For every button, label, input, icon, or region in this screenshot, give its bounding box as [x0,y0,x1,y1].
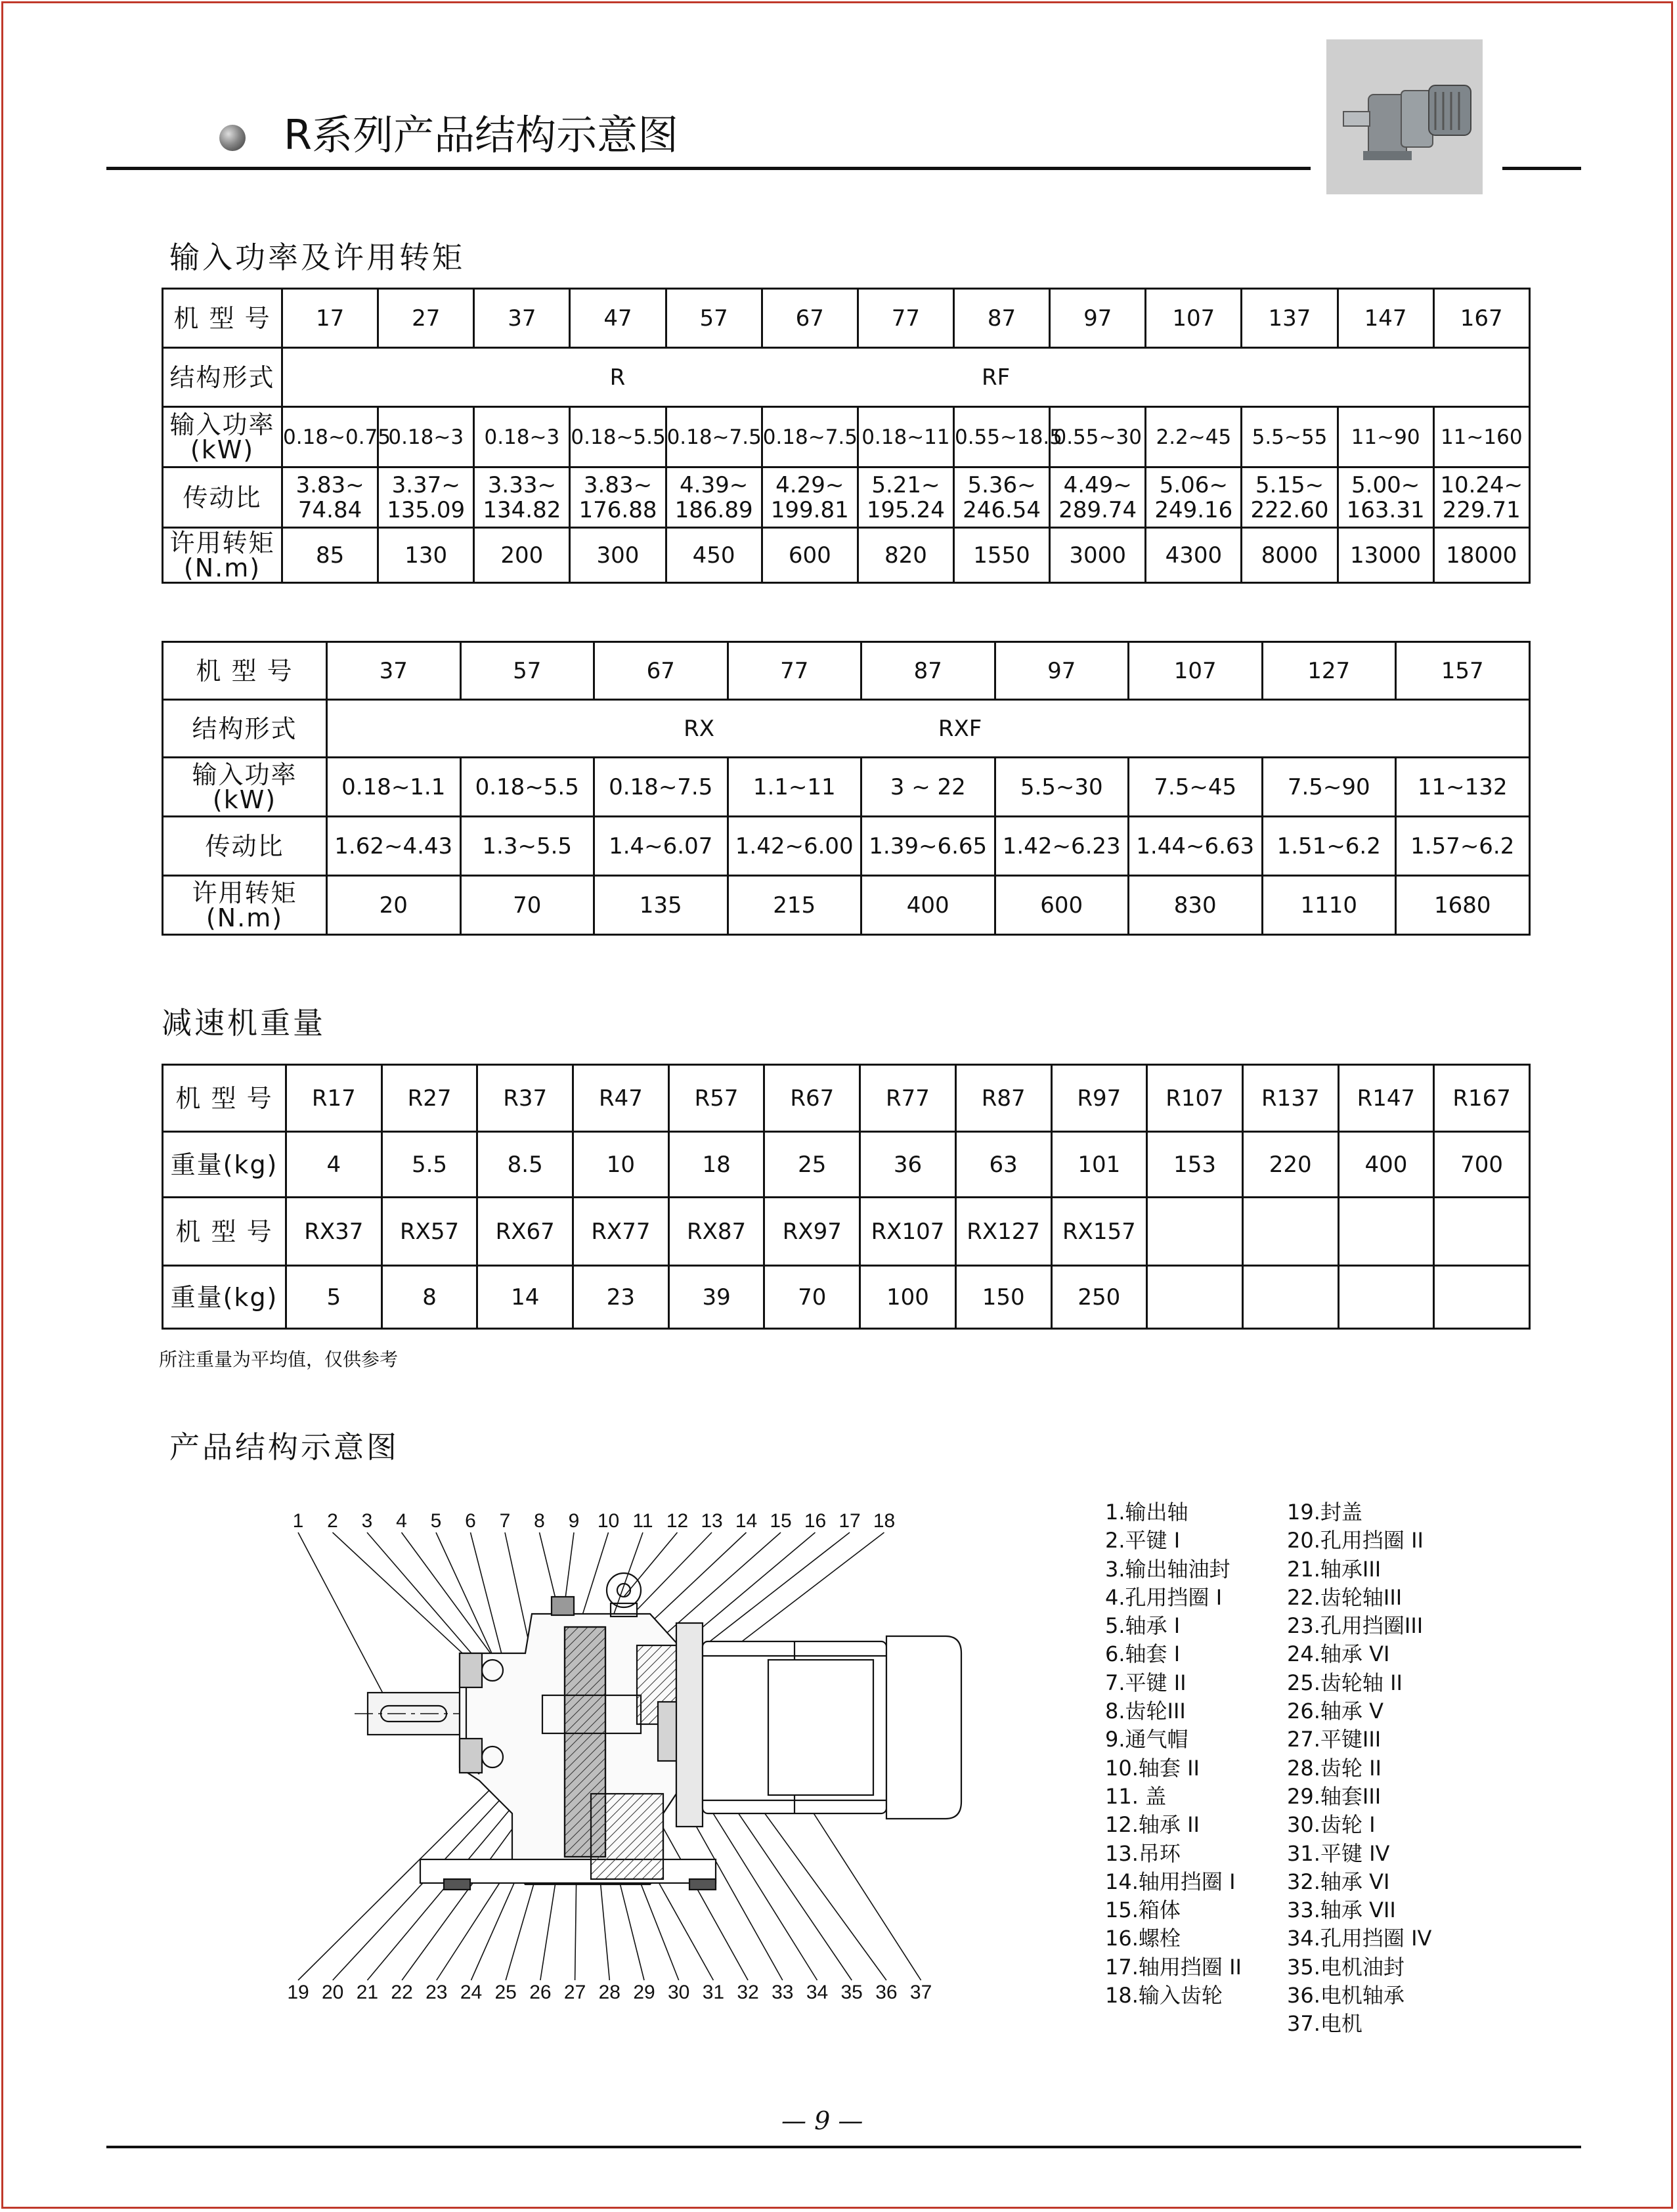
model-cell: R67 [764,1065,860,1132]
structure-diagram [282,1505,998,2010]
power-torque-table-r [162,288,1531,584]
weight-cell: 400 [1338,1132,1434,1198]
legend-item: 28.齿轮 II [1287,1755,1382,1781]
part-number-label: 21 [356,1982,379,2003]
part-number-label: 11 [632,1510,653,1532]
model-cell: RX37 [286,1198,382,1266]
leader-line [565,1532,574,1603]
model-cell: R87 [955,1065,1051,1132]
legend-item: 23.孔用挡圈III [1287,1613,1424,1639]
ratio-cell [378,467,474,528]
row-label-torque [163,876,327,935]
ratio-cell: 1.4~6.07 [594,817,728,876]
table-row [163,289,1530,348]
ratio-cell: 1.3~5.5 [460,817,594,876]
model-cell: 87 [861,642,995,700]
weight-cell: 63 [955,1132,1051,1198]
gearbox-drawing [355,1573,961,1890]
legend-item: 21.轴承III [1287,1556,1382,1582]
table-row [163,1266,1530,1329]
table-row [163,1132,1530,1198]
weight-cell [1434,1266,1530,1329]
model-cell [1242,1198,1338,1266]
torque-cell: 1680 [1396,876,1530,935]
weight-cell: 25 [764,1132,860,1198]
part-number-label: 34 [806,1982,829,2003]
torque-cell: 85 [282,528,378,583]
power-cell: 11~132 [1396,758,1530,817]
power-cell: 3 ~ 22 [861,758,995,817]
power-cell: 2.2~45 [1146,407,1242,467]
model-cell: R27 [381,1065,477,1132]
torque-cell: 600 [995,876,1129,935]
power-cell: 0.18~5.5 [570,407,666,467]
power-cell: 0.55~30 [1050,407,1146,467]
legend-item: 29.轴套III [1287,1783,1382,1809]
part-number-label: 12 [666,1510,689,1532]
model-cell: 97 [995,642,1129,700]
legend-item: 7.平键 II [1105,1670,1187,1695]
part-number-label: 30 [668,1982,690,2003]
ratio-cell [474,467,570,528]
model-cell: 47 [570,289,666,348]
power-cell: 0.18~7.5 [762,407,858,467]
leader-line [333,1794,506,1980]
legend-item: 32.轴承 VI [1287,1869,1390,1894]
leader-line [367,1532,479,1662]
type-cell [282,348,1530,407]
ratio-text: 4.39~ 186.89 [674,471,753,523]
legend-item: 13.吊环 [1105,1840,1181,1866]
footer-rule [106,2146,1581,2148]
model-cell: 67 [762,289,858,348]
ratio-cell: 1.57~6.2 [1396,817,1530,876]
ratio-cell [1050,467,1146,528]
weight-cell [1338,1266,1434,1329]
model-cell: RX107 [860,1198,956,1266]
power-cell: 0.18~7.5 [666,407,762,467]
page-title: R系列产品结构示意图 [284,111,679,159]
legend-item: 3.输出轴油封 [1105,1556,1231,1582]
model-cell: RX127 [955,1198,1051,1266]
row-label-power-text: 输入功率 (kW) [169,410,275,464]
model-cell [1147,1198,1243,1266]
leader-line [637,1532,712,1610]
power-cell: 0.18~11 [858,407,953,467]
legend-item: 1.输出轴 [1105,1500,1188,1525]
ratio-cell: 1.42~6.23 [995,817,1129,876]
part-number-label: 16 [804,1510,827,1532]
header-rule [106,167,1311,170]
row-label-model: 机 型 号 [163,1065,286,1132]
legend-item: 2.平键 I [1105,1528,1181,1553]
legend-item: 24.轴承 VI [1287,1641,1390,1667]
part-number-label: 10 [597,1510,620,1532]
torque-cell: 3000 [1050,528,1146,583]
model-cell: 157 [1396,642,1530,700]
ratio-cell [570,467,666,528]
row-label-power-text: 输入功率 (kW) [192,760,297,814]
table-row [163,1065,1530,1132]
legend-item: 16.螺栓 [1105,1926,1181,1951]
model-cell: 137 [1242,289,1338,348]
part-number-label: 17 [838,1510,861,1532]
weight-cell: 4 [286,1132,382,1198]
table-row [163,817,1530,876]
part-number-label: 19 [287,1982,309,2003]
legend-item: 11. 盖 [1105,1783,1167,1809]
model-cell: RX97 [764,1198,860,1266]
model-cell: RX157 [1051,1198,1147,1266]
power-cell: 0.18~3 [378,407,474,467]
part-number-label: 7 [499,1510,511,1532]
model-cell: R107 [1147,1065,1243,1132]
ratio-cell: 1.51~6.2 [1262,817,1396,876]
power-cell: 11~160 [1433,407,1529,467]
torque-cell: 400 [861,876,995,935]
part-number-label: 1 [292,1510,304,1532]
model-cell: RX57 [381,1198,477,1266]
ratio-cell [762,467,858,528]
leader-line [367,1807,512,1980]
weight-cell [1147,1266,1243,1329]
page-number: — 9 — [781,2106,863,2135]
part-number-label: 18 [873,1510,896,1532]
weight-cell: 150 [955,1266,1051,1329]
model-cell: RX87 [668,1198,764,1266]
table-row [163,642,1530,700]
ratio-text: 5.21~ 195.24 [866,471,945,523]
part-number-label: 31 [702,1982,725,2003]
ratio-cell: 1.62~4.43 [327,817,461,876]
legend-item: 12.轴承 II [1105,1812,1200,1838]
torque-cell: 135 [594,876,728,935]
model-cell: 107 [1146,289,1242,348]
weight-note: 所注重量为平均值，仅供参考 [159,1349,399,1370]
parts-legend-col-1 [1105,1498,1242,2010]
power-cell: 7.5~90 [1262,758,1396,817]
type-rxf: RXF [938,715,982,742]
row-label-torque-text: 许用转矩 (N.m) [169,528,275,582]
legend-item: 9.通气帽 [1105,1727,1188,1752]
legend-item: 35.电机油封 [1287,1954,1405,1980]
power-cell: 11~90 [1338,407,1433,467]
ratio-cell [1433,467,1529,528]
parts-legend-col-2 [1287,1498,1431,2039]
table-row [163,876,1530,935]
weight-cell: 250 [1051,1266,1147,1329]
model-cell [1434,1198,1530,1266]
section-title-structure: 产品结构示意图 [169,1429,399,1465]
legend-item: 10.轴套 II [1105,1755,1200,1781]
legend-item: 6.轴套 I [1105,1641,1181,1667]
model-cell: 37 [474,289,570,348]
row-label-ratio: 传动比 [163,467,282,528]
part-number-label: 5 [430,1510,442,1532]
torque-cell: 600 [762,528,858,583]
leader-line [333,1532,480,1669]
row-label-torque-text: 许用转矩 (N.m) [192,878,297,932]
legend-item: 34.孔用挡圈 IV [1287,1926,1432,1951]
type-rf: RF [982,364,1011,391]
legend-item: 31.平键 IV [1287,1840,1390,1866]
type-rx: RX [684,715,715,742]
model-cell: R47 [573,1065,669,1132]
model-cell: R147 [1338,1065,1434,1132]
table-row [163,700,1530,758]
ratio-cell [953,467,1049,528]
ratio-cell [858,467,953,528]
weight-cell: 220 [1242,1132,1338,1198]
leader-line [402,1532,493,1656]
legend-item: 18.输入齿轮 [1105,1983,1223,2008]
legend-item: 20.孔用挡圈 II [1287,1528,1424,1553]
ratio-text: 5.15~ 222.60 [1250,471,1329,523]
ratio-text: 10.24~ 229.71 [1440,471,1523,523]
row-label-ratio: 传动比 [163,817,327,876]
ratio-cell [1146,467,1242,528]
part-number-label: 3 [361,1510,373,1532]
ratio-cell: 1.39~6.65 [861,817,995,876]
power-cell: 5.5~30 [995,758,1129,817]
part-number-label: 35 [840,1982,863,2003]
model-cell: R57 [668,1065,764,1132]
part-number-label: 9 [568,1510,580,1532]
model-cell: RX67 [477,1198,573,1266]
torque-cell: 820 [858,528,953,583]
legend-item: 14.轴用挡圈 I [1105,1869,1236,1894]
legend-item: 15.箱体 [1105,1898,1181,1923]
model-cell: 147 [1338,289,1433,348]
model-cell: R37 [477,1065,573,1132]
part-number-label: 28 [598,1982,621,2003]
power-cell: 1.1~11 [728,758,861,817]
part-number-label: 36 [875,1982,898,2003]
model-cell: 57 [666,289,762,348]
legend-item: 37.电机 [1287,2011,1362,2037]
row-label-power [163,407,282,467]
weight-cell: 5.5 [381,1132,477,1198]
power-cell: 7.5~45 [1129,758,1263,817]
type-cell [327,700,1530,758]
table-row [163,348,1530,407]
legend-item: 27.平键III [1287,1727,1382,1752]
ratio-text: 3.83~ 176.88 [578,471,657,523]
row-label-type: 结构形式 [163,700,327,758]
model-cell: R77 [860,1065,956,1132]
row-label-type: 结构形式 [163,348,282,407]
leader-line [298,1532,387,1702]
torque-cell: 70 [460,876,594,935]
part-number-label: 14 [735,1510,758,1532]
weight-cell: 36 [860,1132,956,1198]
model-cell: 97 [1050,289,1146,348]
model-cell: R97 [1051,1065,1147,1132]
leader-line [663,1532,781,1636]
model-cell: 167 [1433,289,1529,348]
torque-cell: 4300 [1146,528,1242,583]
row-label-power [163,758,327,817]
ratio-text: 5.06~ 249.16 [1154,471,1233,523]
weight-cell: 700 [1434,1132,1530,1198]
part-number-label: 13 [701,1510,723,1532]
weight-cell: 39 [668,1266,764,1329]
ratio-text: 3.33~ 134.82 [483,471,561,523]
part-number-label: 32 [737,1982,759,2003]
power-torque-table-rx [162,641,1531,936]
model-cell: 67 [594,642,728,700]
bottom-part-numbers [287,1982,932,2003]
part-number-label: 8 [534,1510,545,1532]
model-cell: 17 [282,289,378,348]
weight-cell: 70 [764,1266,860,1329]
weight-cell: 5 [286,1266,382,1329]
torque-cell: 830 [1129,876,1263,935]
top-part-numbers [293,1510,896,1532]
leader-line [402,1820,519,1980]
row-label-weight: 重量(kg) [163,1132,286,1198]
model-cell: 27 [378,289,474,348]
legend-item: 30.齿轮 I [1287,1812,1376,1838]
weight-cell: 101 [1051,1132,1147,1198]
power-cell: 0.18~7.5 [594,758,728,817]
model-cell: R167 [1434,1065,1530,1132]
weight-cell: 8 [381,1266,477,1329]
ratio-cell: 1.44~6.63 [1129,817,1263,876]
power-cell: 0.55~18.5 [953,407,1049,467]
ratio-cell: 1.42~6.00 [728,817,861,876]
ratio-cell [1338,467,1433,528]
power-cell: 0.18~3 [474,407,570,467]
part-number-label: 23 [425,1982,448,2003]
legend-item: 4.孔用挡圈 I [1105,1584,1223,1610]
type-r: R [609,364,626,391]
table-row [163,407,1530,467]
part-number-label: 4 [396,1510,407,1532]
row-label-torque [163,528,282,583]
ratio-text: 3.83~ 74.84 [295,471,364,523]
section-title-weight: 减速机重量 [162,1005,326,1041]
part-number-label: 2 [327,1510,338,1532]
ratio-text: 4.29~ 199.81 [770,471,849,523]
part-number-label: 24 [460,1982,483,2003]
model-cell: 107 [1129,642,1263,700]
torque-cell: 130 [378,528,474,583]
power-cell: 0.18~5.5 [460,758,594,817]
torque-cell: 215 [728,876,861,935]
row-label-model: 机 型 号 [163,1198,286,1266]
ratio-text: 5.00~ 163.31 [1346,471,1425,523]
torque-cell: 200 [474,528,570,583]
weight-table [162,1064,1531,1330]
weight-cell: 23 [573,1266,669,1329]
torque-cell: 8000 [1242,528,1338,583]
legend-item: 19.封盖 [1287,1500,1362,1525]
row-label-model: 机 型 号 [163,642,327,700]
torque-cell: 1550 [953,528,1049,583]
model-cell: 37 [327,642,461,700]
power-cell: 0.18~1.1 [327,758,461,817]
part-number-label: 20 [322,1982,344,2003]
model-cell: 87 [953,289,1049,348]
legend-item: 33.轴承 VII [1287,1898,1396,1923]
torque-cell: 20 [327,876,461,935]
legend-item: 36.电机轴承 [1287,1983,1405,2008]
ratio-cell [666,467,762,528]
legend-item: 5.轴承 I [1105,1613,1181,1639]
weight-cell: 18 [668,1132,764,1198]
weight-cell: 10 [573,1132,669,1198]
ratio-cell [282,467,378,528]
part-number-label: 22 [391,1982,413,2003]
torque-cell: 1110 [1262,876,1396,935]
part-number-label: 26 [529,1982,552,2003]
weight-cell: 153 [1147,1132,1243,1198]
power-cell: 0.18~0.75 [282,407,378,467]
model-cell: 127 [1262,642,1396,700]
model-cell: R137 [1242,1065,1338,1132]
title-bullet-icon [219,125,246,151]
part-number-label: 6 [465,1510,476,1532]
row-label-model: 机 型 号 [163,289,282,348]
weight-cell: 14 [477,1266,573,1329]
ratio-text: 3.37~ 135.09 [387,471,466,523]
model-cell: RX77 [573,1198,669,1266]
header-rule-right [1502,167,1581,170]
legend-item: 26.轴承 V [1287,1699,1383,1724]
part-number-label: 37 [909,1982,932,2003]
model-cell: 77 [858,289,953,348]
gear-motor-thumbnail-icon [1326,39,1483,194]
section-title-power-torque: 输入功率及许用转矩 [169,240,465,275]
ratio-cell [1242,467,1338,528]
torque-cell: 13000 [1338,528,1433,583]
ratio-text: 4.49~ 289.74 [1058,471,1137,523]
table-row [163,1198,1530,1266]
weight-cell: 100 [860,1266,956,1329]
model-cell: 57 [460,642,594,700]
part-number-label: 15 [770,1510,792,1532]
row-label-weight: 重量(kg) [163,1266,286,1329]
legend-item: 25.齿轮轴 II [1287,1670,1403,1695]
torque-cell: 300 [570,528,666,583]
legend-item: 17.轴用挡圈 II [1105,1954,1242,1980]
legend-item: 22.齿轮轴III [1287,1584,1403,1610]
ratio-text: 5.36~ 246.54 [963,471,1041,523]
weight-cell: 8.5 [477,1132,573,1198]
table-row [163,528,1530,583]
part-number-label: 27 [563,1982,586,2003]
part-number-label: 29 [633,1982,655,2003]
part-number-label: 33 [772,1982,794,2003]
table-row [163,467,1530,528]
model-cell: 77 [728,642,861,700]
torque-cell: 450 [666,528,762,583]
torque-cell: 18000 [1433,528,1529,583]
model-cell [1338,1198,1434,1266]
power-cell: 5.5~55 [1242,407,1338,467]
legend-item: 8.齿轮III [1105,1699,1186,1724]
model-cell: R17 [286,1065,382,1132]
part-number-label: 25 [494,1982,517,2003]
table-row [163,758,1530,817]
weight-cell [1242,1266,1338,1329]
